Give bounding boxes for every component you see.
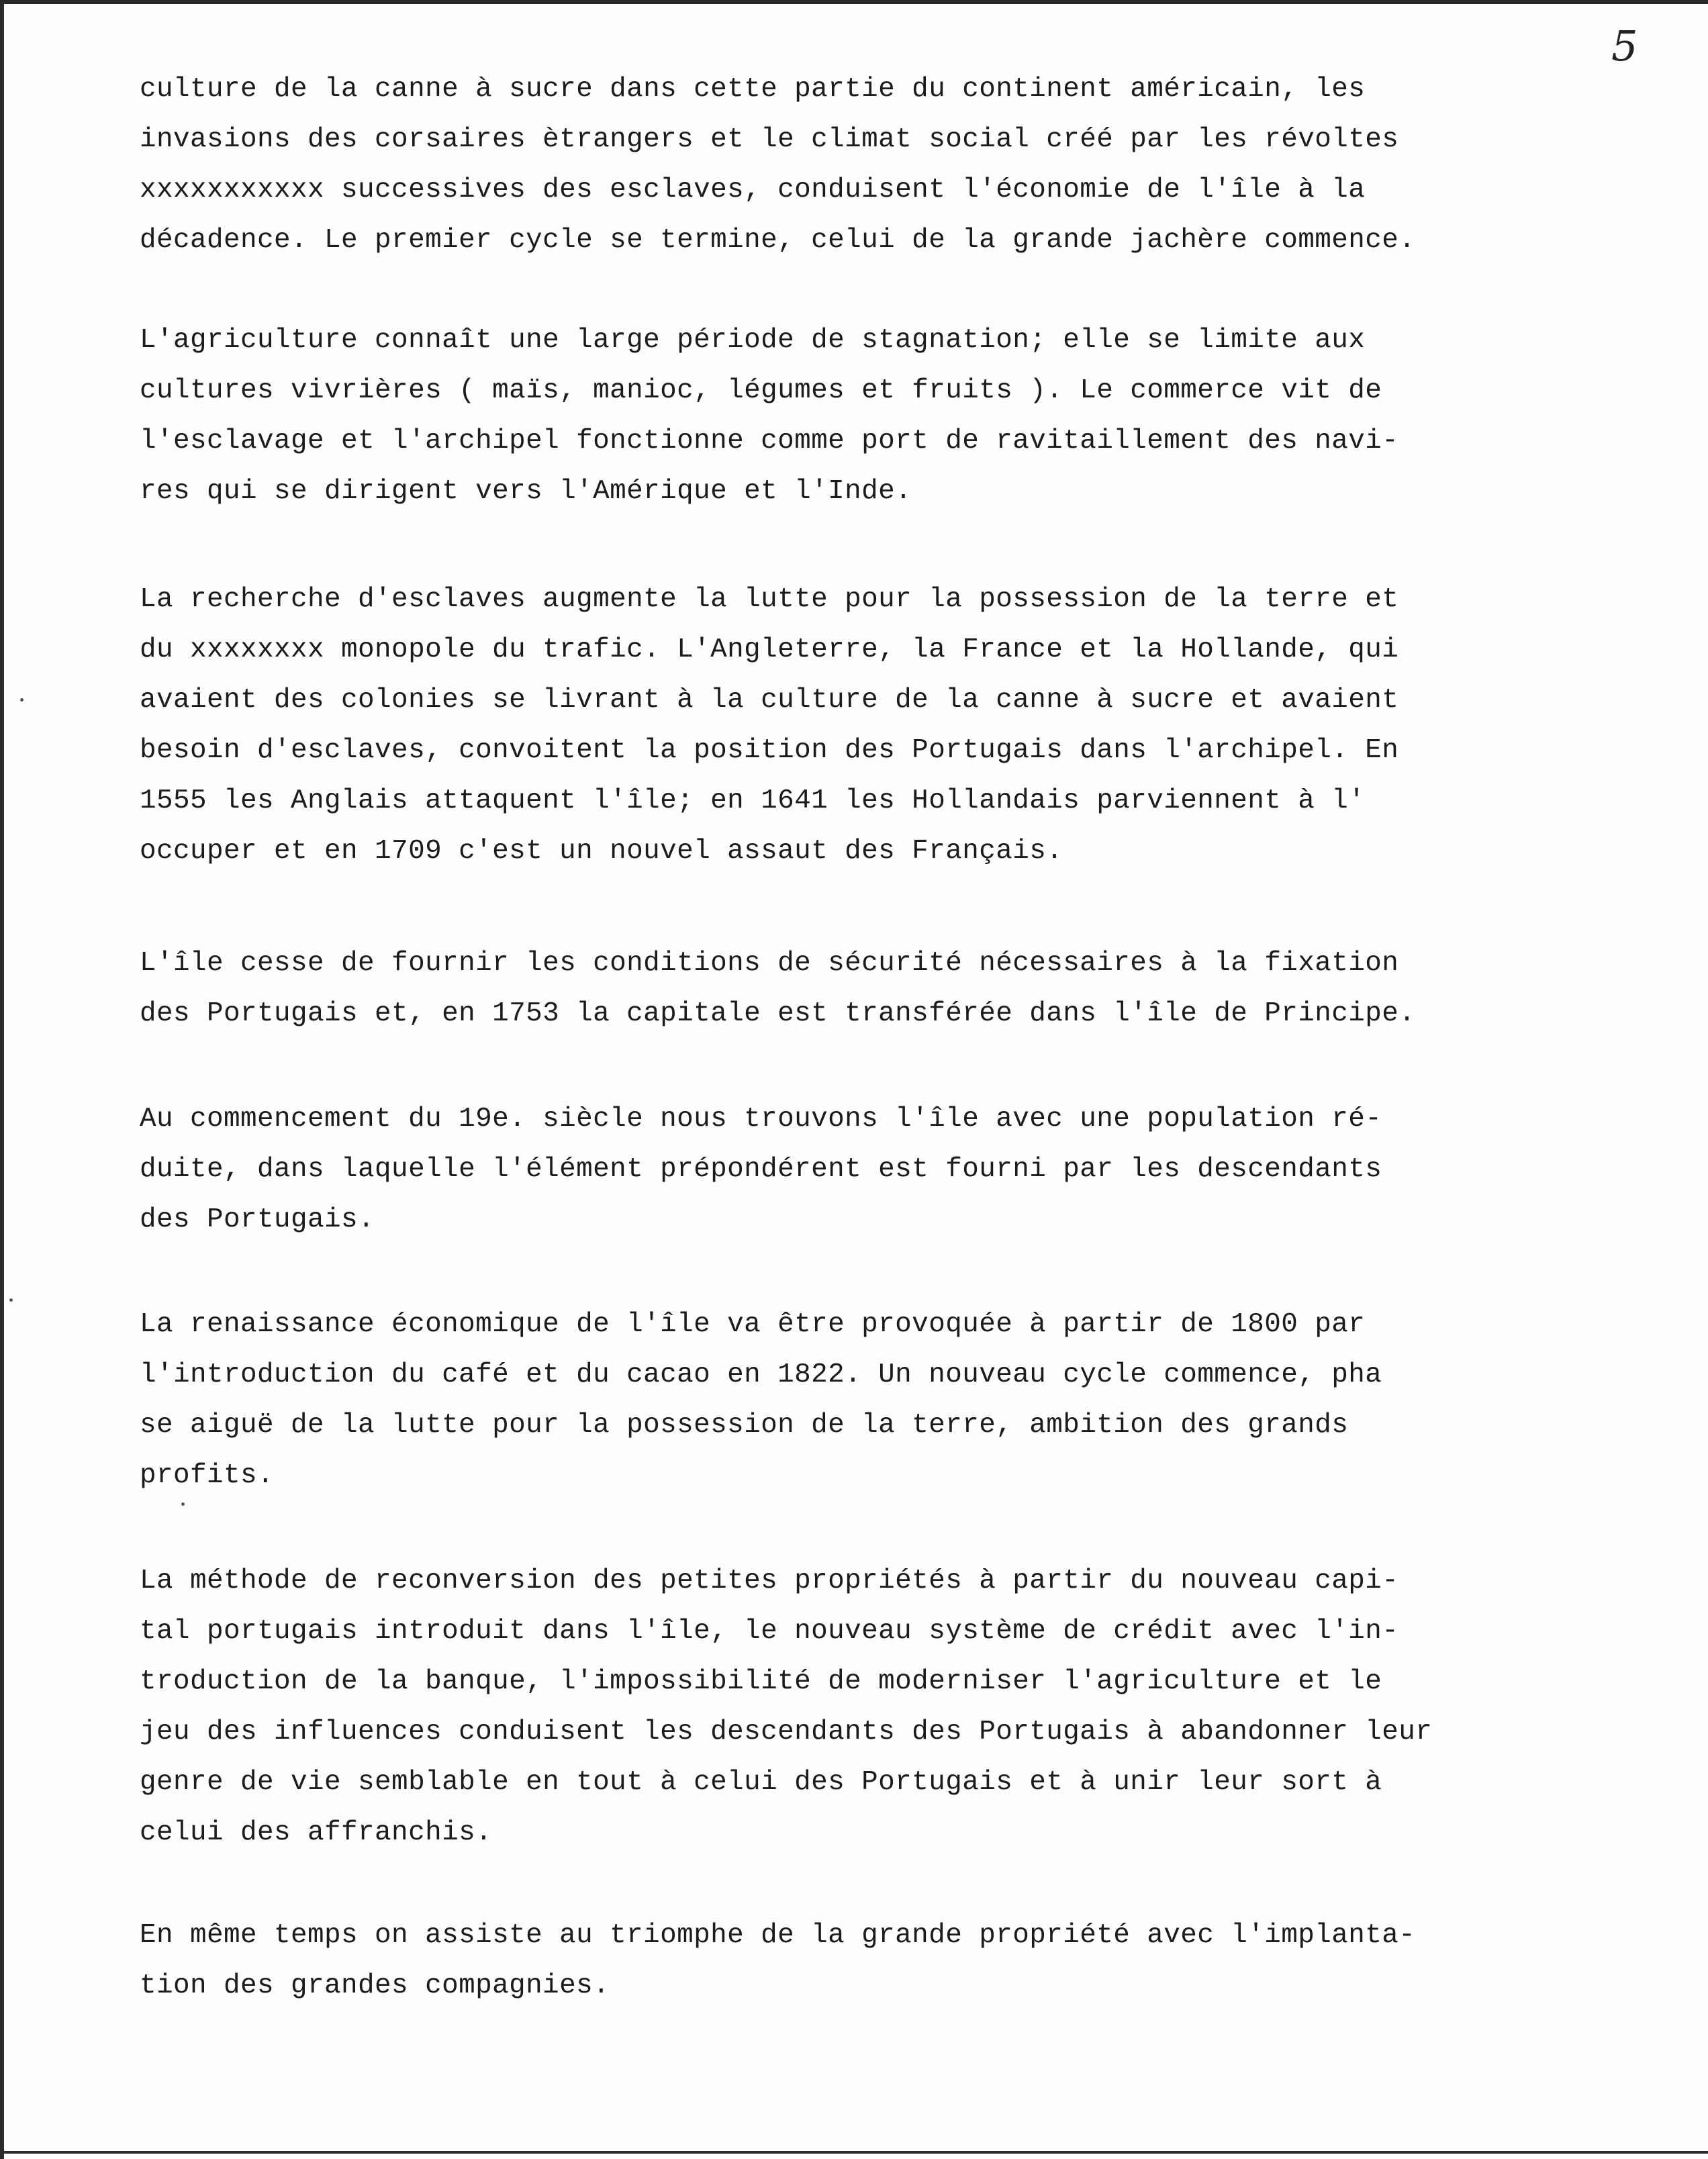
page-bottom-edge	[0, 2151, 1708, 2154]
text-line: des Portugais et, en 1753 la capitale est transférée dans l'île de Principe.	[140, 998, 1416, 1029]
page-left-edge	[0, 0, 4, 2159]
text-line: avaient des colonies se livrant à la culture de la canne à sucre et avaient	[140, 685, 1399, 716]
text-line: occuper et en 1709 c'est un nouvel assaut des Français.	[140, 836, 1063, 867]
paragraph-3	[140, 575, 1657, 877]
paragraph-8	[140, 1911, 1657, 2011]
scan-speck	[9, 1298, 13, 1302]
text-line: jeu des influences conduisent les descendants des Portugais à abandonner leur	[140, 1717, 1433, 1747]
text-line: décadence. Le premier cycle se termine, celui de la grande jachère commence.	[140, 225, 1416, 256]
text-line: En même temps on assiste au triomphe de la grande propriété avec l'implanta-	[140, 1920, 1416, 1951]
page-number: 5	[1611, 21, 1638, 70]
text-line: xxxxxxxxxxx successives des esclaves, conduisent l'économie de l'île à la	[140, 175, 1366, 205]
text-line: se aiguë de la lutte pour la possession de la terre, ambition des grands	[140, 1410, 1349, 1441]
page-top-edge	[0, 0, 1708, 4]
scan-speck	[181, 1502, 185, 1506]
text-line: Au commencement du 19e. siècle nous trouvons l'île avec une population ré-	[140, 1104, 1382, 1135]
paragraph-6	[140, 1300, 1657, 1501]
text-line: L'île cesse de fournir les conditions de sécurité nécessaires à la fixation	[140, 948, 1399, 979]
text-line: l'introduction du café et du cacao en 1822. Un nouveau cycle commence, pha	[140, 1359, 1382, 1390]
paragraph-7	[140, 1556, 1657, 1858]
paragraph-1	[140, 64, 1657, 266]
paragraph-5	[140, 1094, 1657, 1245]
text-line: duite, dans laquelle l'élément prépondérent est fourni par les descendants	[140, 1154, 1382, 1185]
text-line: troduction de la banque, l'impossibilité de moderniser l'agriculture et le	[140, 1666, 1382, 1697]
text-line: culture de la canne à sucre dans cette partie du continent américain, les	[140, 74, 1366, 105]
text-line: celui des affranchis.	[140, 1817, 493, 1848]
text-line: La méthode de reconversion des petites propriétés à partir du nouveau capi-	[140, 1566, 1399, 1596]
text-line: des Portugais.	[140, 1204, 375, 1235]
text-line: L'agriculture connaît une large période de stagnation; elle se limite aux	[140, 325, 1366, 356]
text-line: tal portugais introduit dans l'île, le nouveau système de crédit avec l'in-	[140, 1616, 1399, 1647]
paragraph-4	[140, 939, 1657, 1039]
text-line: La recherche d'esclaves augmente la lutte pour la possession de la terre et	[140, 584, 1399, 615]
scan-speck	[20, 698, 23, 702]
text-line: La renaissance économique de l'île va être provoquée à partir de 1800 par	[140, 1309, 1366, 1340]
text-line: genre de vie semblable en tout à celui des Portugais et à unir leur sort à	[140, 1767, 1382, 1798]
text-line: tion des grandes compagnies.	[140, 1970, 610, 2001]
paragraph-2	[140, 316, 1657, 517]
text-line: invasions des corsaires ètrangers et le climat social créé par les révoltes	[140, 124, 1399, 155]
text-line: 1555 les Anglais attaquent l'île; en 1641 les Hollandais parviennent à l'	[140, 785, 1366, 816]
text-line: profits.	[140, 1460, 275, 1491]
text-line: du xxxxxxxx monopole du trafic. L'Angleterre, la France et la Hollande, qui	[140, 634, 1399, 665]
text-line: l'esclavage et l'archipel fonctionne comme port de ravitaillement des navi-	[140, 426, 1399, 457]
text-line: cultures vivrières ( maïs, manioc, légumes et fruits ). Le commerce vit de	[140, 375, 1382, 406]
text-line: besoin d'esclaves, convoitent la position des Portugais dans l'archipel. En	[140, 735, 1399, 766]
text-line: res qui se dirigent vers l'Amérique et l'Inde.	[140, 476, 912, 507]
